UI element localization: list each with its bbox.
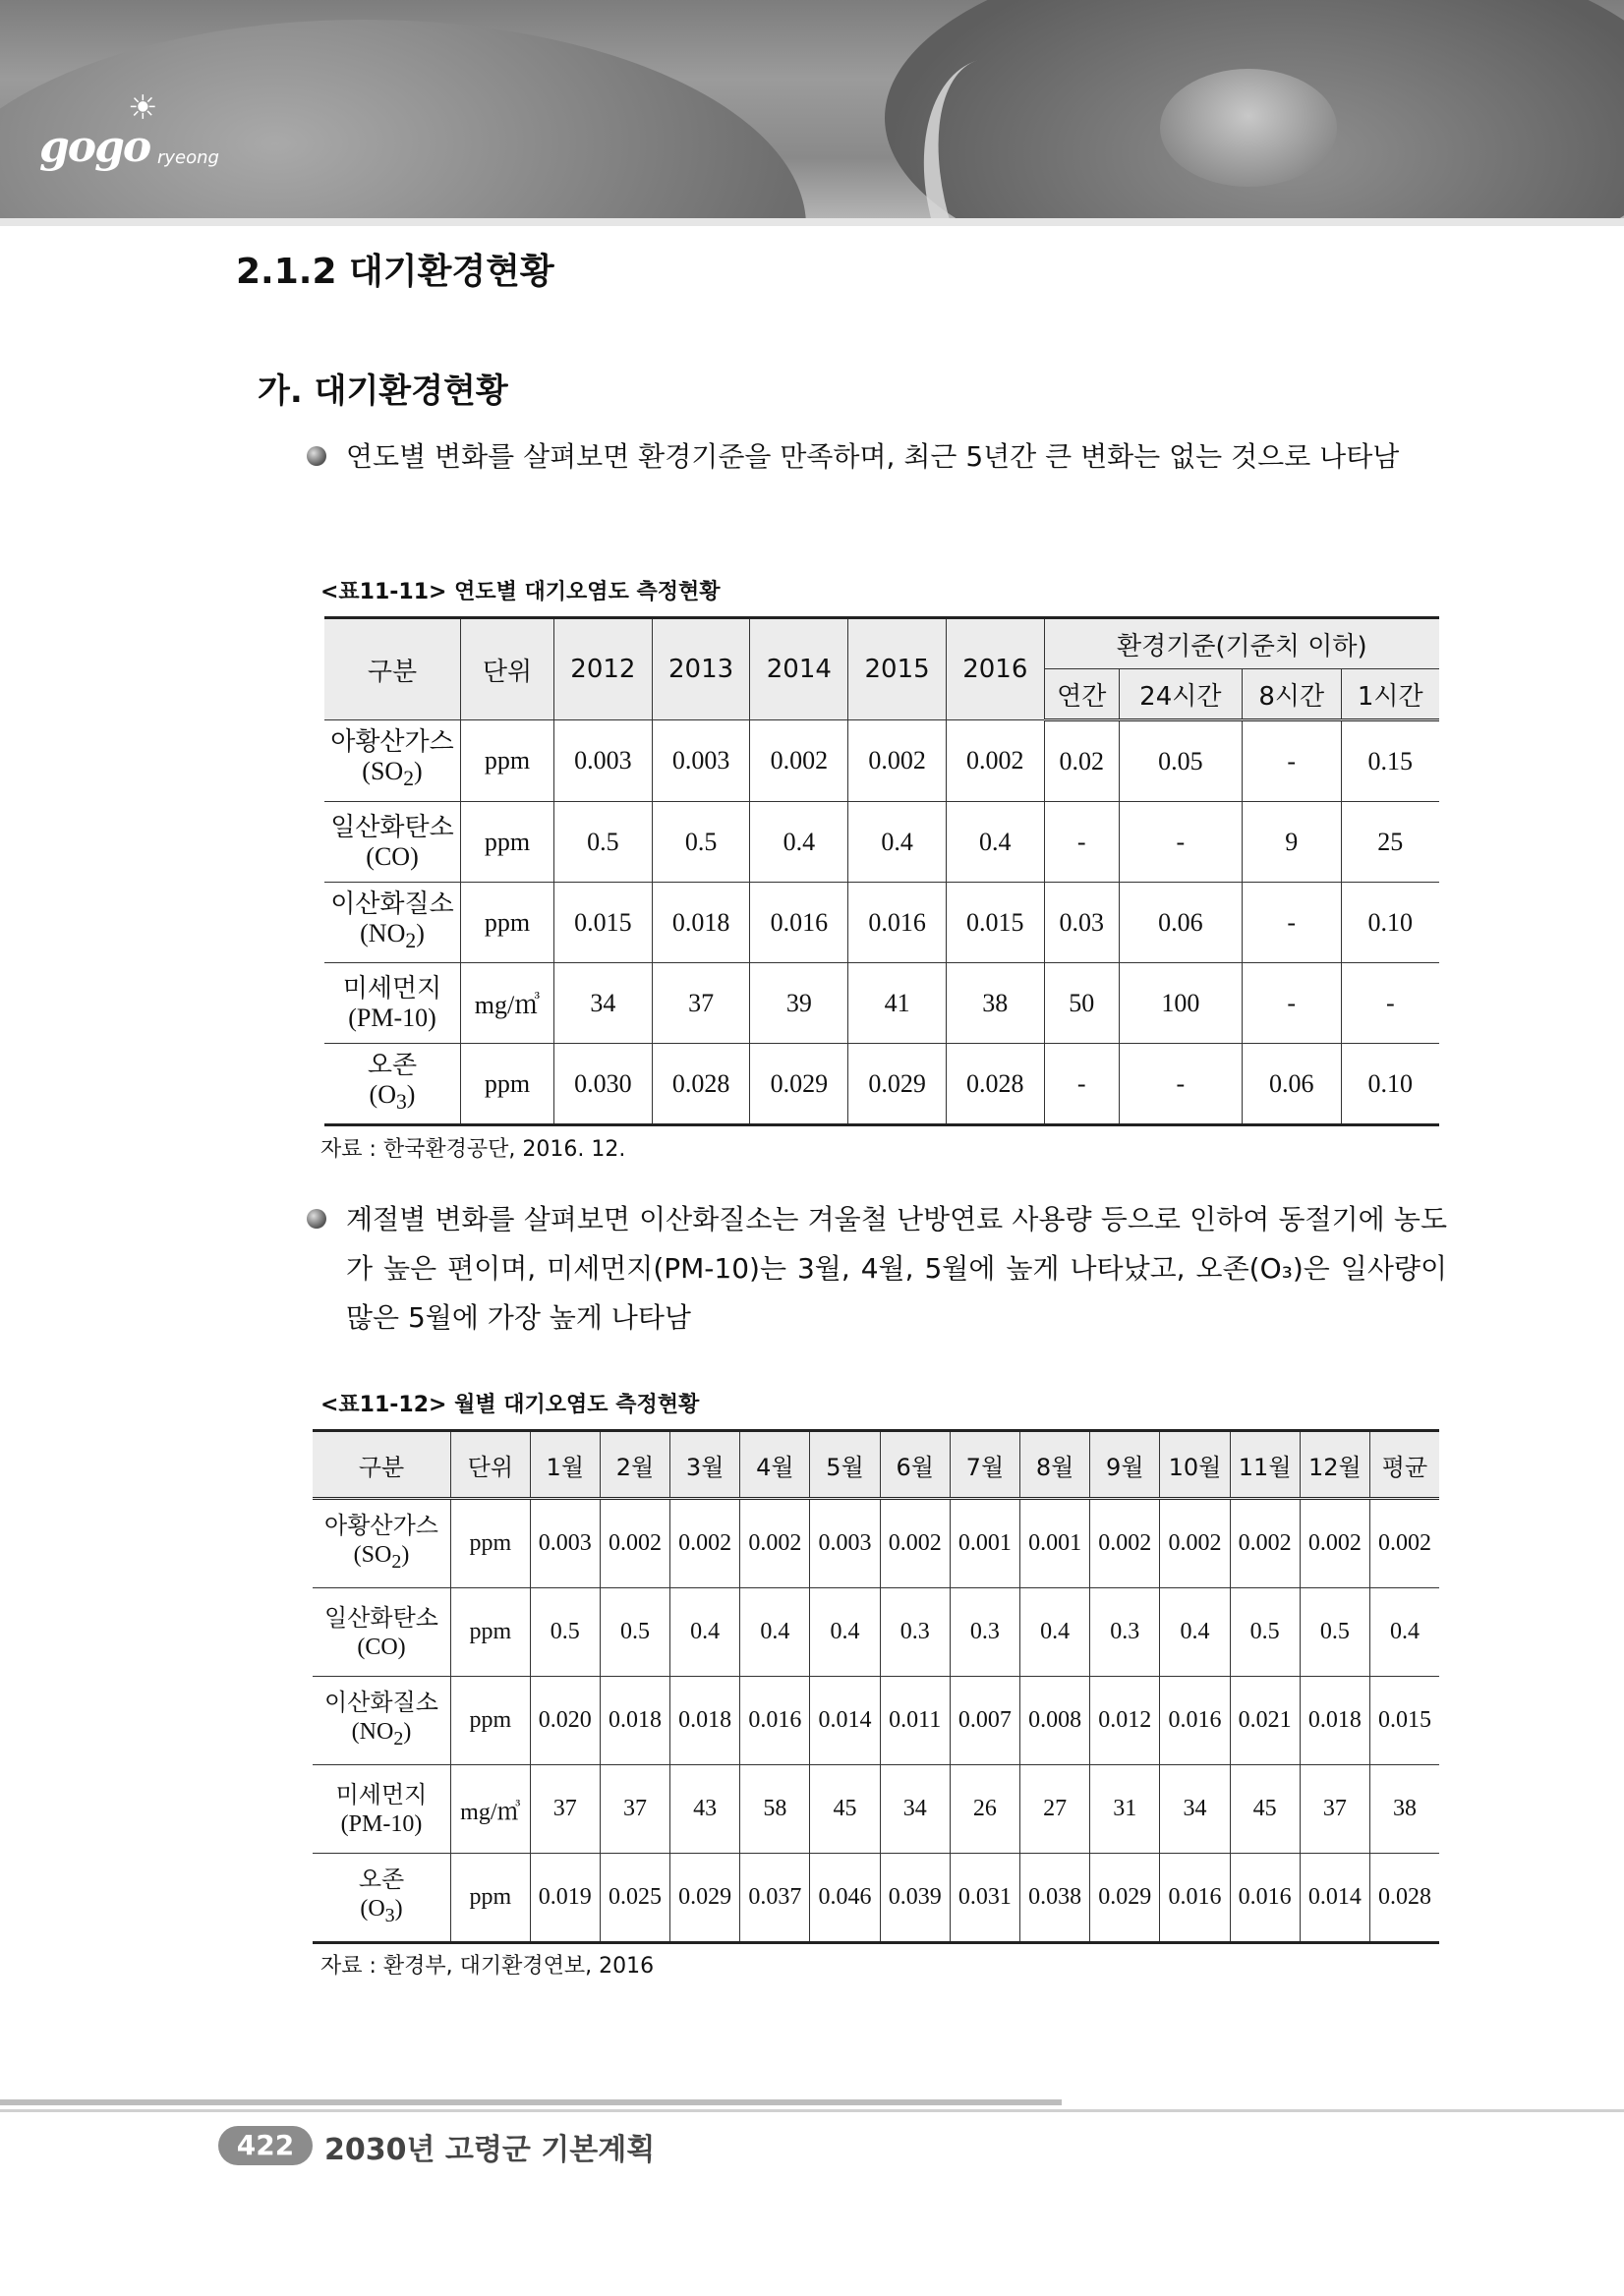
formula-text: NO	[359, 1719, 394, 1746]
formula-text: O	[377, 1079, 396, 1109]
month-value-cell: 0.002	[1300, 1499, 1369, 1588]
year-value-cell: 0.4	[848, 802, 947, 883]
pollutant-formula: (CO)	[357, 1634, 406, 1660]
table2-header-month: 10월	[1160, 1431, 1230, 1499]
year-value-cell: 0.002	[946, 720, 1044, 802]
month-value-cell: 0.008	[1020, 1677, 1090, 1765]
standard-value-cell: 0.05	[1119, 720, 1242, 802]
table1-source: 자료 : 한국환경공단, 2016. 12.	[320, 1137, 626, 1162]
year-value-cell: 0.018	[652, 883, 750, 963]
unit-cell: ppm	[451, 1854, 531, 1943]
month-value-cell: 0.3	[950, 1588, 1019, 1677]
formula-text: O	[368, 1896, 385, 1923]
table1-header-year: 2012	[554, 618, 653, 720]
table2-source: 자료 : 환경부, 대기환경연보, 2016	[320, 1954, 655, 1979]
pollutant-korean-name: 이산화질소	[324, 1689, 438, 1717]
monthly-pollution-table	[313, 1429, 1439, 1944]
table1-header-year: 2013	[652, 618, 750, 720]
month-value-cell: 0.016	[1230, 1854, 1300, 1943]
pollutant-formula: $(O_3)$	[360, 1896, 403, 1926]
standard-value-cell: -	[1341, 963, 1439, 1044]
standard-value-cell: 0.06	[1242, 1044, 1341, 1125]
unit-cell: ppm	[451, 1677, 531, 1765]
month-value-cell: 0.5	[1230, 1588, 1300, 1677]
table2-header-month: 5월	[810, 1431, 880, 1499]
year-value-cell: 39	[750, 963, 848, 1044]
table2-header-month: 12월	[1300, 1431, 1369, 1499]
month-value-cell: 0.002	[600, 1499, 669, 1588]
table1-header-standard: 환경기준(기준치 이하)	[1044, 618, 1439, 669]
month-value-cell: 0.007	[950, 1677, 1019, 1765]
banner-tomb-mound	[1160, 69, 1337, 187]
year-value-cell: 0.029	[848, 1044, 947, 1125]
pollutant-korean-name: 아황산가스	[324, 1512, 438, 1540]
pollutant-name-cell	[324, 720, 461, 802]
month-value-cell: 0.4	[1369, 1588, 1439, 1677]
year-value-cell: 0.015	[946, 883, 1044, 963]
table-row	[313, 1588, 1439, 1677]
unit-cell: ppm	[461, 802, 554, 883]
unit-cell: ppm	[461, 720, 554, 802]
table1-header-year: 2016	[946, 618, 1044, 720]
month-value-cell: 38	[1369, 1765, 1439, 1854]
month-value-cell: 0.012	[1090, 1677, 1160, 1765]
table2-header-month: 4월	[740, 1431, 810, 1499]
month-value-cell: 27	[1020, 1765, 1090, 1854]
year-value-cell: 0.016	[750, 883, 848, 963]
table2-header-month: 1월	[530, 1431, 600, 1499]
month-value-cell: 0.003	[530, 1499, 600, 1588]
table2-header-month: 6월	[880, 1431, 950, 1499]
month-value-cell: 0.4	[810, 1588, 880, 1677]
logo-word: gogo	[39, 122, 150, 172]
month-value-cell: 0.5	[530, 1588, 600, 1677]
month-value-cell: 43	[670, 1765, 740, 1854]
standard-value-cell: -	[1119, 1044, 1242, 1125]
table-row	[313, 1765, 1439, 1854]
standard-value-cell: -	[1242, 883, 1341, 963]
formula-subscript: 3	[384, 1904, 395, 1926]
month-value-cell: 0.029	[1090, 1854, 1160, 1943]
month-value-cell: 0.5	[600, 1588, 669, 1677]
formula-text: CO	[374, 841, 411, 871]
logo-sub: ryeong	[157, 147, 219, 168]
footer-title: 2030년 고령군 기본계획	[324, 2133, 656, 2167]
formula-text: NO	[368, 918, 406, 947]
year-value-cell: 0.028	[652, 1044, 750, 1125]
pollutant-name-cell	[324, 963, 461, 1044]
pollutant-korean-name: 일산화탄소	[330, 812, 454, 842]
month-value-cell: 0.038	[1020, 1854, 1090, 1943]
month-value-cell: 34	[1160, 1765, 1230, 1854]
table-row	[324, 963, 1439, 1044]
standard-value-cell: 100	[1119, 963, 1242, 1044]
table1-caption: <표11-11> 연도별 대기오염도 측정현황	[320, 580, 721, 604]
table1-header-year: 2014	[750, 618, 848, 720]
month-value-cell: 0.015	[1369, 1677, 1439, 1765]
formula-text: SO	[361, 1542, 392, 1569]
month-value-cell: 0.011	[880, 1677, 950, 1765]
table2-header-month: 평균	[1369, 1431, 1439, 1499]
standard-value-cell: 0.10	[1341, 883, 1439, 963]
month-value-cell: 0.021	[1230, 1677, 1300, 1765]
table-row	[313, 1854, 1439, 1943]
paragraph-seasonal-change	[307, 1195, 1447, 1343]
table-row	[313, 1499, 1439, 1588]
year-value-cell: 0.028	[946, 1044, 1044, 1125]
month-value-cell: 37	[530, 1765, 600, 1854]
year-value-cell: 0.003	[554, 720, 653, 802]
month-value-cell: 0.037	[740, 1854, 810, 1943]
table2-caption: <표11-12> 월별 대기오염도 측정현황	[320, 1393, 700, 1417]
table1-header-item: 구분	[324, 618, 461, 720]
month-value-cell: 26	[950, 1765, 1019, 1854]
standard-value-cell: 0.10	[1341, 1044, 1439, 1125]
table2-header-month: 7월	[950, 1431, 1019, 1499]
month-value-cell: 58	[740, 1765, 810, 1854]
unit-cell: ppm	[451, 1499, 531, 1588]
sun-icon: ☀	[128, 88, 158, 128]
year-value-cell: 0.002	[750, 720, 848, 802]
year-value-cell: 0.5	[554, 802, 653, 883]
standard-value-cell: 0.15	[1341, 720, 1439, 802]
annual-pollution-table	[324, 616, 1439, 1126]
banner-bottom-line	[0, 218, 1624, 226]
month-value-cell: 0.002	[1230, 1499, 1300, 1588]
month-value-cell: 0.031	[950, 1854, 1019, 1943]
bullet-icon	[307, 446, 326, 466]
year-value-cell: 0.002	[848, 720, 947, 802]
standard-value-cell: 0.02	[1044, 720, 1119, 802]
paragraph-text: 연도별 변화를 살펴보면 환경기준을 만족하며, 최근 5년간 큰 변화는 없는 것으로 나타남	[346, 440, 1400, 473]
month-value-cell: 0.3	[880, 1588, 950, 1677]
month-value-cell: 0.002	[1369, 1499, 1439, 1588]
year-value-cell: 0.016	[848, 883, 947, 963]
subsection-title: 가. 대기환경현황	[258, 372, 508, 411]
table2-header-item: 구분	[313, 1431, 451, 1499]
table2-header-month: 11월	[1230, 1431, 1300, 1499]
formula-text: SO	[370, 757, 404, 786]
month-value-cell: 0.002	[1160, 1499, 1230, 1588]
pollutant-formula: $(SO_2)$	[362, 757, 423, 791]
pollutant-korean-name: 미세먼지	[342, 973, 442, 1004]
table1-header-standard-annual: 연간	[1044, 669, 1119, 720]
month-value-cell: 0.001	[1020, 1499, 1090, 1588]
year-value-cell: 0.030	[554, 1044, 653, 1125]
month-value-cell: 0.028	[1369, 1854, 1439, 1943]
unit-cell: mg/㎥	[451, 1765, 531, 1854]
month-value-cell: 0.016	[1160, 1854, 1230, 1943]
table-row	[324, 720, 1439, 802]
pollutant-name-cell	[313, 1677, 451, 1765]
unit-cell: ppm	[461, 883, 554, 963]
paragraph-text: 계절별 변화를 살펴보면 이산화질소는 겨울철 난방연료 사용량 등으로 인하여 동절기에 농도가 높은 편이며, 미세먼지(PM-10)는 3월, 4월, 5월에 높게 나타났고, 오존(O₃)은 일사량이 많은 5월에 가장 높게 나타남	[346, 1203, 1447, 1334]
pollutant-formula: (PM-10)	[340, 1810, 423, 1837]
year-value-cell: 41	[848, 963, 947, 1044]
footer-rule	[0, 2099, 1062, 2105]
pollutant-name-cell	[324, 1044, 461, 1125]
table1-header-standard-1h: 1시간	[1341, 669, 1439, 720]
formula-subscript: 2	[393, 1727, 404, 1750]
formula-text: CO	[365, 1634, 398, 1660]
pollutant-name-cell	[324, 883, 461, 963]
standard-value-cell: 0.06	[1119, 883, 1242, 963]
formula-subscript: 3	[395, 1090, 407, 1115]
month-value-cell: 0.018	[600, 1677, 669, 1765]
pollutant-formula: (CO)	[366, 841, 419, 871]
month-value-cell: 0.5	[1300, 1588, 1369, 1677]
header-banner-photo	[0, 0, 1624, 226]
pollutant-name-cell	[313, 1765, 451, 1854]
year-value-cell: 34	[554, 963, 653, 1044]
unit-cell: ppm	[451, 1588, 531, 1677]
gogo-goryeong-logo	[39, 88, 256, 187]
year-value-cell: 37	[652, 963, 750, 1044]
month-value-cell: 0.025	[600, 1854, 669, 1943]
pollutant-formula: $(NO_2)$	[351, 1719, 412, 1750]
table2-header-month: 9월	[1090, 1431, 1160, 1499]
unit-cell: ppm	[461, 1044, 554, 1125]
formula-subscript: 2	[405, 929, 417, 953]
month-value-cell: 0.019	[530, 1854, 600, 1943]
pollutant-korean-name: 오존	[358, 1866, 405, 1894]
formula-text: PM-10	[348, 1810, 415, 1837]
month-value-cell: 0.4	[1020, 1588, 1090, 1677]
month-value-cell: 0.020	[530, 1677, 600, 1765]
year-value-cell: 0.4	[946, 802, 1044, 883]
month-value-cell: 0.001	[950, 1499, 1019, 1588]
standard-value-cell: -	[1044, 1044, 1119, 1125]
table2-header-month: 8월	[1020, 1431, 1090, 1499]
table-row	[324, 1044, 1439, 1125]
standard-value-cell: 25	[1341, 802, 1439, 883]
month-value-cell: 0.4	[670, 1588, 740, 1677]
month-value-cell: 0.046	[810, 1854, 880, 1943]
pollutant-formula: $(O_3)$	[369, 1079, 416, 1115]
table2-header-month: 2월	[600, 1431, 669, 1499]
month-value-cell: 0.003	[810, 1499, 880, 1588]
month-value-cell: 37	[1300, 1765, 1369, 1854]
month-value-cell: 34	[880, 1765, 950, 1854]
table1-header-standard-24h: 24시간	[1119, 669, 1242, 720]
formula-text: PM-10	[356, 1003, 429, 1032]
table1-header-standard-8h: 8시간	[1242, 669, 1341, 720]
table2-header-unit: 단위	[451, 1431, 531, 1499]
year-value-cell: 0.003	[652, 720, 750, 802]
pollutant-name-cell	[313, 1499, 451, 1588]
month-value-cell: 0.014	[810, 1677, 880, 1765]
standard-value-cell: -	[1119, 802, 1242, 883]
pollutant-name-cell	[313, 1854, 451, 1943]
month-value-cell: 0.3	[1090, 1588, 1160, 1677]
pollutant-formula: $(NO_2)$	[360, 918, 425, 953]
bullet-icon	[307, 1209, 326, 1229]
table-row	[324, 802, 1439, 883]
pollutant-korean-name: 일산화탄소	[324, 1603, 438, 1632]
month-value-cell: 0.014	[1300, 1854, 1369, 1943]
month-value-cell: 0.002	[880, 1499, 950, 1588]
standard-value-cell: 9	[1242, 802, 1341, 883]
formula-subscript: 2	[403, 767, 415, 791]
table1-header-unit: 단위	[461, 618, 554, 720]
month-value-cell: 0.018	[1300, 1677, 1369, 1765]
standard-value-cell: 50	[1044, 963, 1119, 1044]
month-value-cell: 0.016	[1160, 1677, 1230, 1765]
standard-value-cell: 0.03	[1044, 883, 1119, 963]
table-row	[324, 883, 1439, 963]
month-value-cell: 0.002	[740, 1499, 810, 1588]
year-value-cell: 38	[946, 963, 1044, 1044]
pollutant-korean-name: 이산화질소	[330, 889, 454, 919]
page-number: 422	[218, 2126, 313, 2165]
table2-header-month: 3월	[670, 1431, 740, 1499]
pollutant-korean-name: 미세먼지	[335, 1780, 428, 1808]
year-value-cell: 0.029	[750, 1044, 848, 1125]
month-value-cell: 0.039	[880, 1854, 950, 1943]
month-value-cell: 0.002	[670, 1499, 740, 1588]
standard-value-cell: -	[1242, 720, 1341, 802]
month-value-cell: 45	[1230, 1765, 1300, 1854]
month-value-cell: 0.4	[1160, 1588, 1230, 1677]
year-value-cell: 0.4	[750, 802, 848, 883]
month-value-cell: 0.029	[670, 1854, 740, 1943]
unit-cell: mg/㎥	[461, 963, 554, 1044]
pollutant-korean-name: 오존	[367, 1050, 418, 1080]
month-value-cell: 0.016	[740, 1677, 810, 1765]
month-value-cell: 0.002	[1090, 1499, 1160, 1588]
table-row	[313, 1677, 1439, 1765]
pollutant-formula: (PM-10)	[348, 1003, 436, 1032]
pollutant-formula: $(SO_2)$	[353, 1542, 410, 1573]
footer-rule-thin	[0, 2109, 1624, 2112]
year-value-cell: 0.015	[554, 883, 653, 963]
month-value-cell: 37	[600, 1765, 669, 1854]
pollutant-korean-name: 아황산가스	[330, 727, 454, 758]
table1-header-year: 2015	[848, 618, 947, 720]
month-value-cell: 0.018	[670, 1677, 740, 1765]
pollutant-name-cell	[324, 802, 461, 883]
month-value-cell: 45	[810, 1765, 880, 1854]
year-value-cell: 0.5	[652, 802, 750, 883]
month-value-cell: 0.4	[740, 1588, 810, 1677]
standard-value-cell: -	[1044, 802, 1119, 883]
month-value-cell: 31	[1090, 1765, 1160, 1854]
section-title: 2.1.2 대기환경현황	[236, 252, 554, 292]
paragraph-annual-change	[307, 432, 1447, 482]
pollutant-name-cell	[313, 1588, 451, 1677]
formula-subscript: 2	[391, 1550, 402, 1573]
standard-value-cell: -	[1242, 963, 1341, 1044]
